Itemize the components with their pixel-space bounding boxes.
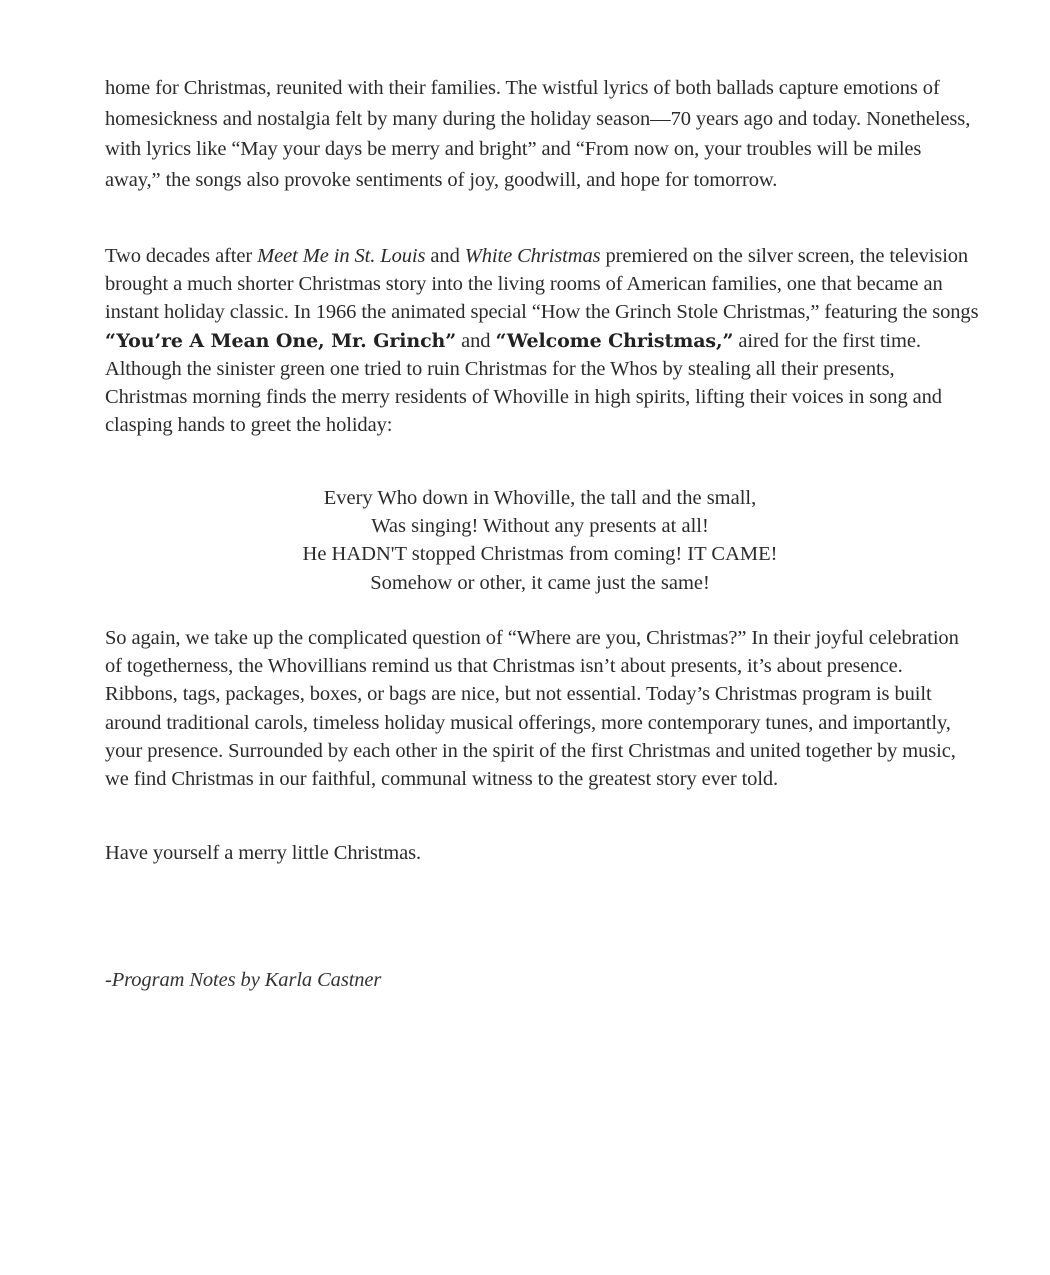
poem-line: He HADN'T stopped Christmas from coming! IT CAME! [302, 543, 778, 566]
paragraph-text: aired for the first time. Although the sinister green one tried to ruin Christmas for the Whos by stealing all their presents, Christmas morning finds the merry residents of Whoville in high spirits, lifting their voices in song and clasping hands to greet the holiday: [105, 329, 942, 437]
paragraph-text: and [456, 329, 496, 352]
program-notes-signature: -Program Notes by Karla Castner [105, 969, 382, 991]
song-title-mean-one: “You’re A Mean One, Mr. Grinch” [105, 329, 457, 352]
paragraph-text: premiered on the silver screen, the television brought a much shorter Christmas story into the living rooms of American families, one that became an instant holiday classic. In 1966 the animated special “How the Grinch Stole Christmas,” featuring the songs [105, 245, 979, 324]
film-title-white-christmas: White Christmas [464, 245, 601, 267]
paragraph-grinch-history [105, 242, 980, 439]
paragraph-presence: So again, we take up the complicated question of “Where are you, Christmas?” In their joyful celebration of togetherness, the Whovillians remind us that Christmas isn’t about presents, it’s about presence. Ribbons, tags, packages, boxes, or bags are nice, but not essential. Today’s Christmas program is built around traditional carols, timeless holiday musical offerings, more contemporary tunes, and importantly, your presence. Surrounded by each other in the spirit of the first Christmas and united together by music, we find Christmas in our faithful, communal witness to the greatest story ever told. [105, 627, 959, 791]
film-title-meet-me-in-st-louis: Meet Me in St. Louis [257, 245, 426, 267]
paragraph-ballads-lyrics: home for Christmas, reunited with their families. The wistful lyrics of both ballads capture emotions of homesickness and nostalgia felt by many during the holiday season—70 years ago and today. Nonetheless, with lyrics like “May your days be merry and bright” and “From now on, your troubles will be miles away,” the songs also provoke sentiments of joy, goodwill, and hope for tomorrow. [105, 77, 971, 191]
poem-line: Somehow or other, it came just the same! [370, 571, 710, 594]
paragraph-text: Two decades after [105, 245, 258, 267]
poem-quote [105, 484, 975, 597]
paragraph-text: and [425, 245, 465, 267]
poem-line: Every Who down in Whoville, the tall and the small, [323, 487, 757, 509]
poem-line: Was singing! Without any presents at all! [371, 515, 709, 538]
paragraph-closing: Have yourself a merry little Christmas. [105, 842, 422, 864]
song-title-welcome-christmas: “Welcome Christmas,” [495, 329, 734, 352]
